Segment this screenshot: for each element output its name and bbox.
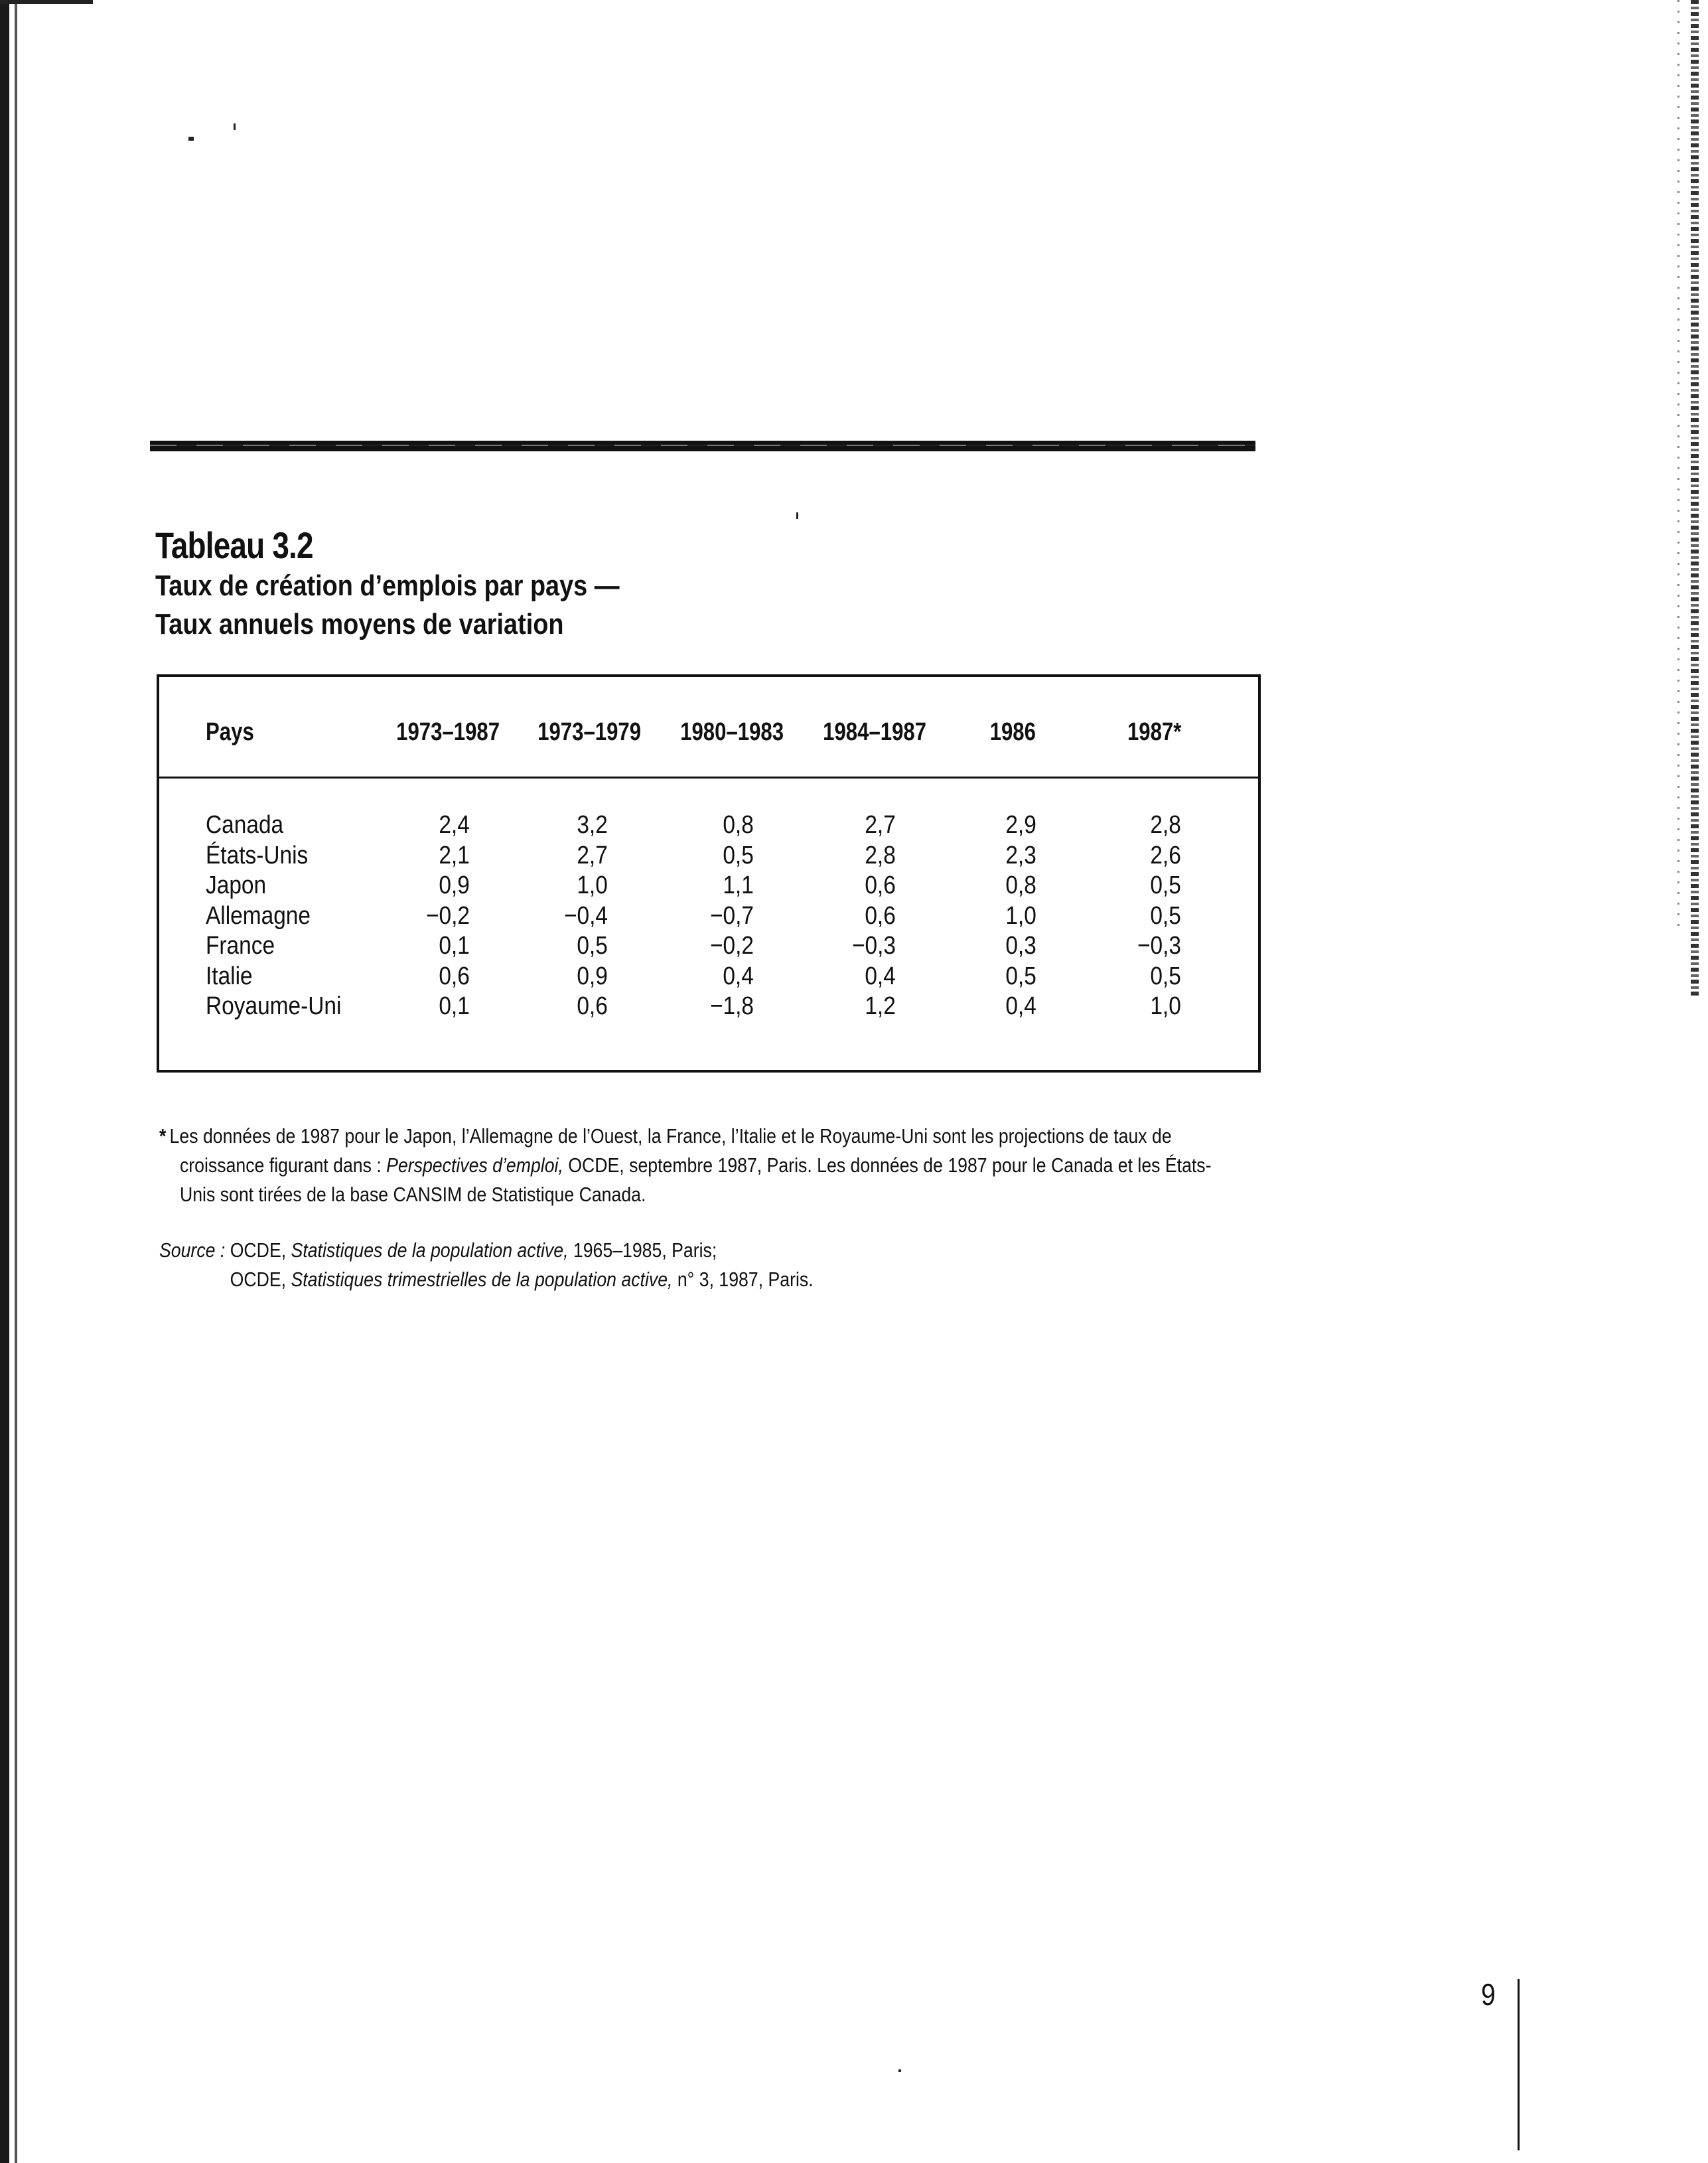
rate-value: −0,4 — [563, 901, 608, 930]
header-divider — [159, 777, 1258, 779]
rate-value: 1,2 — [865, 992, 896, 1020]
rate-value: 1,0 — [1150, 992, 1181, 1020]
scan-speck — [234, 123, 236, 130]
table-label: Tableau 3.2 — [155, 524, 313, 566]
country-name: Italie — [206, 962, 253, 990]
page-number: 9 — [1481, 1977, 1496, 2012]
column-header-pays: Pays — [206, 718, 254, 746]
rate-value: 0,6 — [865, 871, 896, 899]
rate-value: 2,1 — [439, 841, 470, 869]
footnote-text: Les données de 1987 pour le Japon, l’Allemagne de l’Ouest, la France, l’Italie et le Royaume-Uni sont les projections de taux de — [169, 1124, 1172, 1148]
country-name: France — [206, 932, 275, 960]
source-text: 1965–1985, Paris; — [568, 1238, 717, 1262]
scan-speck — [188, 137, 194, 141]
rate-value: 0,3 — [1005, 932, 1036, 960]
column-header-1980-1983: 1980–1983 — [680, 718, 784, 746]
column-header-1984-1987: 1984–1987 — [823, 718, 927, 746]
table-row — [159, 810, 1258, 840]
table-row — [159, 961, 1258, 992]
scan-speck — [796, 512, 798, 519]
table-row — [159, 870, 1258, 901]
rate-value: 0,4 — [1005, 992, 1036, 1020]
source-line — [159, 1265, 814, 1294]
source-text: OCDE, — [225, 1238, 291, 1262]
column-header-1973-1979: 1973–1979 — [537, 718, 642, 746]
footnote-text: croissance figurant dans : — [179, 1154, 387, 1177]
column-header-1973-1987: 1973–1987 — [396, 718, 500, 746]
rate-value: 1,0 — [577, 871, 608, 899]
column-header-1987: 1987* — [1127, 718, 1182, 746]
scan-edge-right — [1691, 0, 1699, 996]
source-label: Source : — [159, 1238, 226, 1262]
source-citation: Statistiques de la population active, — [291, 1238, 569, 1262]
data-table — [157, 674, 1261, 1073]
table-title-line2: Taux annuels moyens de variation — [155, 608, 564, 640]
table-row — [159, 901, 1258, 931]
rate-value: 0,1 — [439, 992, 470, 1020]
footnote-citation: Perspectives d’emploi, — [386, 1154, 563, 1177]
table-row — [159, 931, 1258, 961]
section-rule — [150, 441, 1255, 451]
table-title-line1: Taux de création d’emplois par pays — — [155, 569, 620, 602]
rate-value: 0,4 — [865, 962, 896, 990]
table-row — [159, 991, 1258, 1021]
footnote-line — [159, 1180, 1095, 1209]
rate-value: 0,5 — [1150, 962, 1181, 990]
country-name: États-Unis — [206, 841, 309, 869]
rate-value: 2,7 — [865, 811, 896, 839]
rate-value: 2,4 — [439, 811, 470, 839]
rate-value: 0,6 — [439, 962, 470, 990]
rate-value: 0,6 — [865, 901, 896, 930]
scan-edge-right-thin — [1677, 0, 1679, 929]
country-name: Japon — [206, 871, 267, 899]
footnote-line — [159, 1122, 1172, 1151]
footnote — [159, 1122, 1212, 1209]
scan-edge-top — [0, 0, 93, 4]
rate-value: 0,5 — [1005, 962, 1036, 990]
column-header-1986: 1986 — [989, 718, 1036, 746]
rate-value: −0,2 — [425, 901, 470, 930]
rate-value: 0,9 — [439, 871, 470, 899]
table-row — [159, 840, 1258, 871]
rate-value: −1,8 — [709, 992, 754, 1020]
rate-value: −0,3 — [1137, 932, 1181, 960]
rate-value: 3,2 — [577, 811, 608, 839]
rate-value: 2,9 — [1005, 811, 1036, 839]
source-text: OCDE, — [230, 1268, 291, 1291]
rate-value: 0,8 — [1005, 871, 1036, 899]
source-citation: Statistiques trimestrielles de la population active, — [291, 1268, 673, 1291]
scan-edge-left-inner — [15, 0, 17, 2163]
source-text: n° 3, 1987, Paris. — [672, 1268, 814, 1291]
rate-value: 0,5 — [723, 841, 754, 869]
scan-speck — [898, 2069, 901, 2072]
rate-value: 2,3 — [1005, 841, 1036, 869]
source-note — [159, 1236, 814, 1294]
source-line — [159, 1236, 814, 1265]
scan-edge-left — [0, 0, 9, 2163]
rate-value: −0,2 — [709, 932, 754, 960]
footnote-marker: * — [159, 1124, 167, 1148]
page-number-rule — [1518, 1979, 1520, 2150]
rate-value: 0,8 — [723, 811, 754, 839]
rate-value: 2,6 — [1150, 841, 1181, 869]
rate-value: 0,9 — [577, 962, 608, 990]
table-title-block — [155, 524, 695, 644]
country-name: Royaume-Uni — [206, 992, 342, 1020]
rate-value: −0,7 — [709, 901, 754, 930]
rate-value: 2,8 — [865, 841, 896, 869]
rate-value: 2,8 — [1150, 811, 1181, 839]
rate-value: 1,0 — [1005, 901, 1036, 930]
footnote-text: Unis sont tirées de la base CANSIM de Statistique Canada. — [179, 1183, 646, 1206]
country-name: Canada — [206, 811, 284, 839]
rate-value: 2,7 — [577, 841, 608, 869]
rate-value: −0,3 — [851, 932, 896, 960]
rate-value: 0,4 — [723, 962, 754, 990]
country-name: Allemagne — [206, 901, 311, 930]
footnote-text: OCDE, septembre 1987, Paris. Les données de 1987 pour le Canada et les États- — [563, 1154, 1212, 1177]
rate-value: 0,5 — [1150, 901, 1181, 930]
rate-value: 1,1 — [723, 871, 754, 899]
rate-value: 0,5 — [577, 932, 608, 960]
footnote-line — [159, 1151, 1212, 1180]
rate-value: 0,1 — [439, 932, 470, 960]
rate-value: 0,6 — [577, 992, 608, 1020]
rate-value: 0,5 — [1150, 871, 1181, 899]
